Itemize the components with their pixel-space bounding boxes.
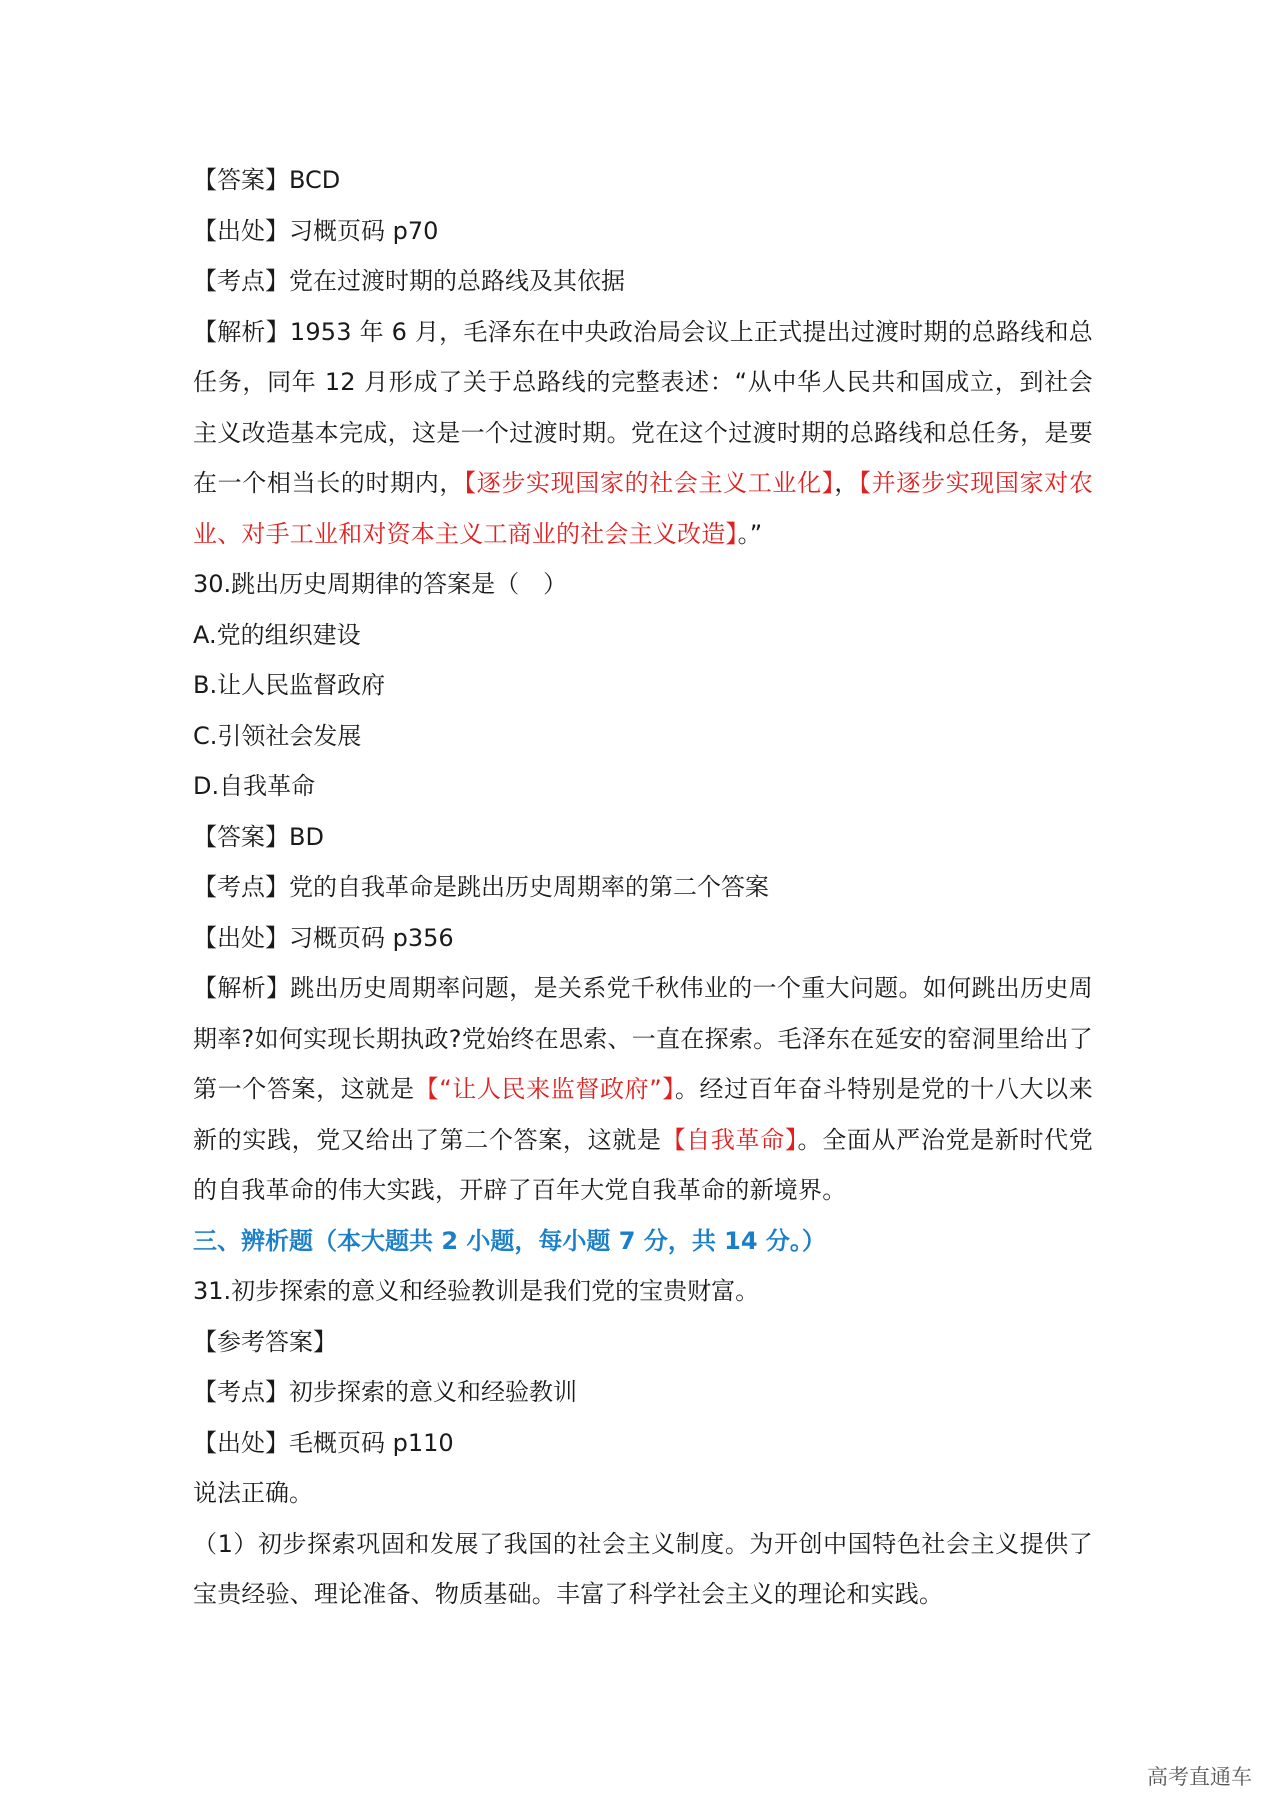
- q31-verdict: 说法正确。: [193, 1479, 313, 1507]
- q30-analysis-text: 【解析】跳出历史周期率问题，是关系党千秋伟业的一个重大问题。如何跳出历史周期率?如何实现长期执政?党始终在思索、一直在探索。毛泽东在延安的窑洞里给出了第一个答案，这就是: [193, 974, 1093, 1103]
- q29-answer: 【答案】BCD: [193, 166, 341, 194]
- q29-point: 【考点】党在过渡时期的总路线及其依据: [193, 267, 625, 295]
- q30-option-a: A.党的组织建设: [193, 620, 361, 649]
- q30-option-c: C.引领社会发展: [193, 721, 362, 750]
- q30-highlight-2: 【自我革命】: [661, 1125, 798, 1154]
- q29-analysis-sep: ，: [834, 469, 860, 497]
- document-body: [193, 155, 1093, 1620]
- section-3-heading: 三、辨析题（本大题共 2 小题，每小题 7 分，共 14 分。）: [193, 1226, 826, 1255]
- q30-point: 【考点】党的自我革命是跳出历史周期率的第二个答案: [193, 873, 769, 901]
- q29-analysis: [193, 307, 1093, 560]
- watermark: 高考直通车: [1147, 1765, 1252, 1789]
- q31-point: 【考点】初步探索的意义和经验教训: [193, 1378, 577, 1406]
- q30-question: 30.跳出历史周期律的答案是（ ）: [193, 570, 568, 598]
- q30-analysis: [193, 963, 1093, 1216]
- q31-question: 31.初步探索的意义和经验教训是我们党的宝贵财富。: [193, 1277, 760, 1305]
- q30-analysis-end: 。全面从严治党是新时代党的自我革命的伟大实践，开辟了百年大党自我革命的新境界。: [193, 1125, 1093, 1204]
- q30-highlight-1: 【“让人民来监督政府”】: [414, 1075, 675, 1103]
- q29-analysis-end: 。”: [737, 519, 763, 548]
- q29-analysis-text: 【解析】1953 年 6 月，毛泽东在中央政治局会议上正式提出过渡时期的总路线和总任务，同年 12 月形成了关于总路线的完整表述：“从中华人民共和国成立，到社会主义改造基本完成，这是一个过渡时期。党在这个过渡时期的总路线和总任务，是要在一个相当长的时期内，: [193, 317, 1093, 497]
- q30-analysis-mid: 。经过百年奋斗特别是党的十八大以来新的实践，党又给出了第二个答案，这就是: [193, 1075, 1093, 1154]
- q29-highlight-2: 【并逐步实现国家对农业、对手工业和对资本主义工商业的社会主义改造】: [193, 469, 1094, 548]
- q31-ref-answer: 【参考答案】: [193, 1327, 337, 1356]
- q30-answer: 【答案】BD: [193, 822, 324, 851]
- q30-option-d: D.自我革命: [193, 772, 316, 800]
- q31-source: 【出处】毛概页码 p110: [193, 1428, 454, 1457]
- q30-option-b: B.让人民监督政府: [193, 671, 386, 699]
- q29-highlight-1: 【逐步实现国家的社会主义工业化】: [464, 469, 835, 497]
- q31-point-1: （1）初步探索巩固和发展了我国的社会主义制度。为开创中国特色社会主义提供了宝贵经验、理论准备、物质基础。丰富了科学社会主义的理论和实践。: [193, 1529, 1093, 1608]
- q29-source: 【出处】习概页码 p70: [193, 216, 439, 245]
- q30-source: 【出处】习概页码 p356: [193, 923, 454, 952]
